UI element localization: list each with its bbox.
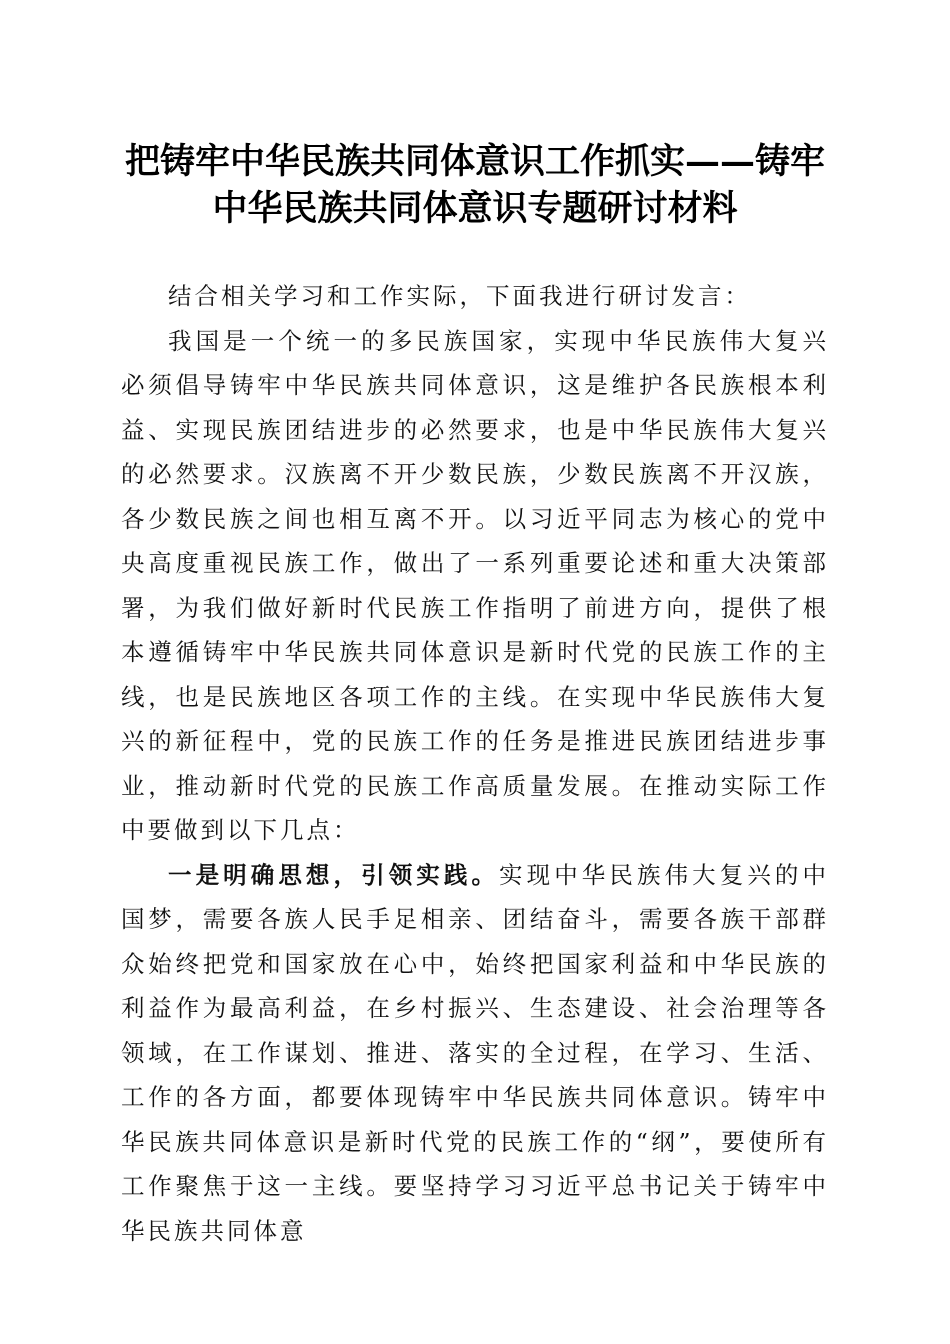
paragraph-lead: 一是明确思想，引领实践。 [168, 860, 500, 889]
document-title [110, 138, 840, 232]
paragraph-text: 实现中华民族伟大复兴的中国梦，需要各族人民手足相亲、团结奋斗，需要各族干部群众始终把党和国家放在心中，始终把国家利益和中华民族的利益作为最高利益，在乡村振兴、生态建设、社会治理等各领域，在工作谋划、推进、落实的全过程，在学习、生活、工作的各方面，都要体现铸牢中华民族共同体意识。铸牢中华民族共同体意识是新时代党的民族工作的“纲”，要使所有工作聚焦于这一主线。要坚持学习习近平总书记关于铸牢中华民族共同体意 [121, 860, 830, 1245]
paragraph-text: 我国是一个统一的多民族国家，实现中华民族伟大复兴必须倡导铸牢中华民族共同体意识，这是维护各民族根本利益、实现民族团结进步的必然要求，也是中华民族伟大复兴的必然要求。汉族离不开少数民族，少数民族离不开汉族，各少数民族之间也相互离不开。以习近平同志为核心的党中央高度重视民族工作，做出了一系列重要论述和重大决策部署，为我们做好新时代民族工作指明了前进方向，提供了根本遵循铸牢中华民族共同体意识是新时代党的民族工作的主线，也是民族地区各项工作的主线。在实现中华民族伟大复兴的新征程中，党的民族工作的任务是推进民族团结进步事业，推动新时代党的民族工作高质量发展。在推动实际工作中要做到以下几点： [121, 326, 829, 844]
title-line-1: 把铸牢中华民族共同体意识工作抓实——铸牢 [124, 141, 825, 182]
paragraph-text: 结合相关学习和工作实际，下面我进行研讨发言： [168, 282, 751, 310]
paragraph-point-one [121, 853, 829, 1254]
title-line-2: 中华民族共同体意识专题研讨材料 [212, 188, 738, 229]
paragraph-background [121, 319, 829, 853]
document-body [121, 274, 829, 1253]
paragraph-intro [121, 274, 829, 319]
